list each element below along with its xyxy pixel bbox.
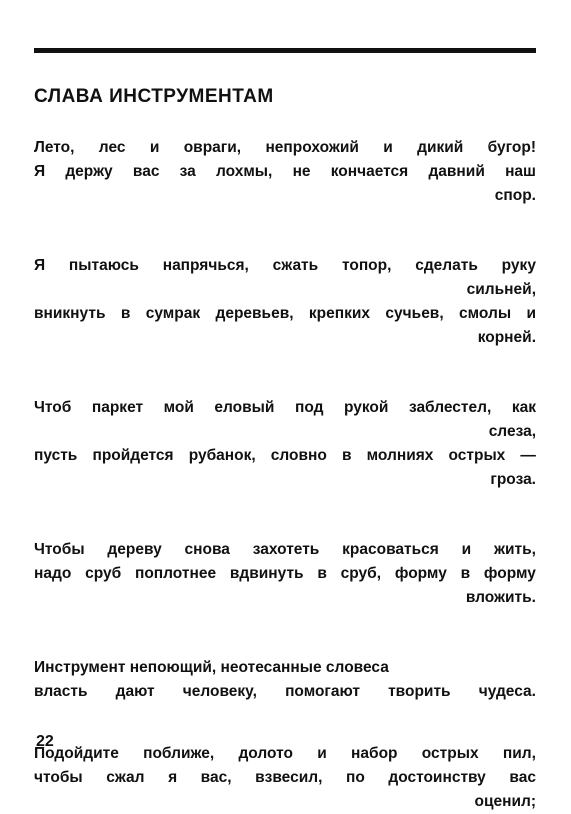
poem-line: слеза, <box>488 423 536 440</box>
stanza <box>34 742 536 814</box>
poem-line: Инструмент непоющий, неотесанные словеса <box>34 659 389 676</box>
poem-line: Я пытаюсь напрячься, сжать топор, сделать руку <box>34 257 536 274</box>
poem-line: Я держу вас за лохмы, не кончается давний наш <box>34 163 536 180</box>
poem-line: корней. <box>477 329 536 346</box>
poem-line: спор. <box>494 187 536 204</box>
poem-line: гроза. <box>490 471 536 488</box>
stanza <box>34 254 536 350</box>
poem-line: пусть пройдется рубанок, словно в молниях острых — <box>34 447 536 464</box>
stanza-gap <box>34 704 536 742</box>
poem-line: сильней, <box>466 281 536 298</box>
stanza <box>34 538 536 610</box>
poem-line: власть дают человеку, помогают творить чудеса. <box>34 683 536 700</box>
stanza-gap <box>34 208 536 254</box>
poem-line: надо сруб поплотнее вдвинуть в сруб, форму в форму <box>34 565 536 582</box>
poem-line: Подойдите поближе, долото и набор острых пил, <box>34 745 536 762</box>
poem-line: Чтоб паркет мой еловый под рукой заблестел, как <box>34 399 536 416</box>
top-rule <box>34 48 536 53</box>
stanza-gap <box>34 492 536 538</box>
poem-title: СЛАВА ИНСТРУМЕНТАМ <box>34 86 274 107</box>
poem-line: вникнуть в сумрак деревьев, крепких сучьев, смолы и <box>34 305 536 322</box>
poem-line: вложить. <box>465 589 536 606</box>
poem-line: Чтобы дереву снова захотеть красоваться и жить, <box>34 541 536 558</box>
stanza <box>34 136 536 208</box>
poem-line: чтобы сжал я вас, взвесил, по достоинству вас <box>34 769 536 786</box>
poem-body <box>34 136 536 814</box>
poem-line: Лето, лес и овраги, непрохожий и дикий бугор! <box>34 139 536 156</box>
stanza <box>34 656 536 704</box>
stanza-gap <box>34 350 536 396</box>
stanza-gap <box>34 610 536 656</box>
stanza <box>34 396 536 492</box>
page-number: 22 <box>36 733 54 750</box>
poem-line: оценил; <box>474 793 536 810</box>
